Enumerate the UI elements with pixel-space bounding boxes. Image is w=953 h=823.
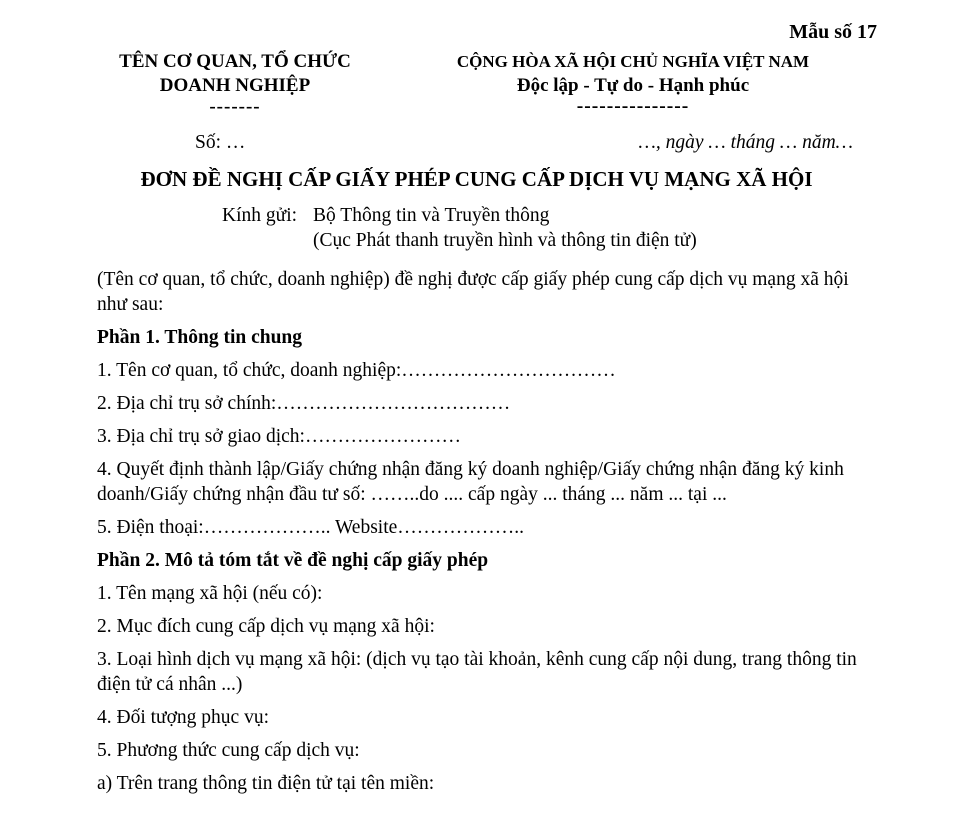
part2-item-1: 1. Tên mạng xã hội (nếu có): xyxy=(97,583,323,604)
part2-item-5: 5. Phương thức cung cấp dịch vụ: xyxy=(97,740,360,761)
salutation-recipients xyxy=(313,203,697,253)
part1-item-3: 3. Địa chỉ trụ sở giao dịch:…………………… xyxy=(97,426,461,447)
reference-row xyxy=(0,116,953,155)
date-place-field: …, ngày … tháng … năm… xyxy=(638,132,853,153)
part1-item-5: 5. Điện thoại:……………….. Website……………….. xyxy=(97,517,525,538)
national-motto: Độc lập - Tự do - Hạnh phúc xyxy=(516,75,750,96)
part1-item-1: 1. Tên cơ quan, tổ chức, doanh nghiệp:…………………………… xyxy=(97,360,616,381)
recipient-department: (Cục Phát thanh truyền hình và thông tin điện tử) xyxy=(313,230,697,251)
organization-name-line2: DOANH NGHIỆP xyxy=(159,75,311,96)
recipient-ministry: Bộ Thông tin và Truyền thông xyxy=(313,205,550,226)
part1-item-2: 2. Địa chỉ trụ sở chính:……………………………… xyxy=(97,393,511,414)
part2-item-4: 4. Đối tượng phục vụ: xyxy=(97,707,269,728)
intro-paragraph: (Tên cơ quan, tổ chức, doanh nghiệp) đề nghị được cấp giấy phép cung cấp dịch vụ mạng xã hội như sau: xyxy=(97,269,849,315)
part2-heading: Phần 2. Mô tả tóm tắt về đề nghị cấp giấy phép xyxy=(97,550,489,571)
salutation-label: Kính gửi: xyxy=(222,205,298,226)
salutation-block xyxy=(222,203,953,253)
document-number-field: Số: … xyxy=(195,132,246,153)
part1-item-4: 4. Quyết định thành lập/Giấy chứng nhận đăng ký doanh nghiệp/Giấy chứng nhận đăng ký kinh doanh/Giấy chứng nhận đầu tư số: ……..do .... cấp ngày ... tháng ... năm ... tại ... xyxy=(97,459,844,505)
organization-name-line1: TÊN CƠ QUAN, TỔ CHỨC xyxy=(119,51,351,72)
header-organization-block xyxy=(85,50,385,116)
document-title: ĐƠN ĐỀ NGHỊ CẤP GIẤY PHÉP CUNG CẤP DỊCH VỤ MẠNG XÃ HỘI xyxy=(140,167,813,191)
part2-item-2: 2. Mục đích cung cấp dịch vụ mạng xã hội: xyxy=(97,616,435,637)
national-divider: --------------- xyxy=(576,96,690,117)
part1-heading: Phần 1. Thông tin chung xyxy=(97,327,303,348)
part2-item-5a: a) Trên trang thông tin điện tử tại tên miền: xyxy=(97,773,435,794)
organization-divider: ------- xyxy=(209,96,261,117)
header-national-block xyxy=(413,50,853,116)
national-title: CỘNG HÒA XÃ HỘI CHỦ NGHĨA VIỆT NAM xyxy=(456,52,810,71)
document-body xyxy=(0,267,953,796)
document-header xyxy=(0,50,953,116)
form-number: Mẫu số 17 xyxy=(789,21,877,43)
part2-item-3: 3. Loại hình dịch vụ mạng xã hội: (dịch vụ tạo tài khoản, kênh cung cấp nội dung, trang thông tin điện tử cá nhân ...) xyxy=(97,649,857,695)
